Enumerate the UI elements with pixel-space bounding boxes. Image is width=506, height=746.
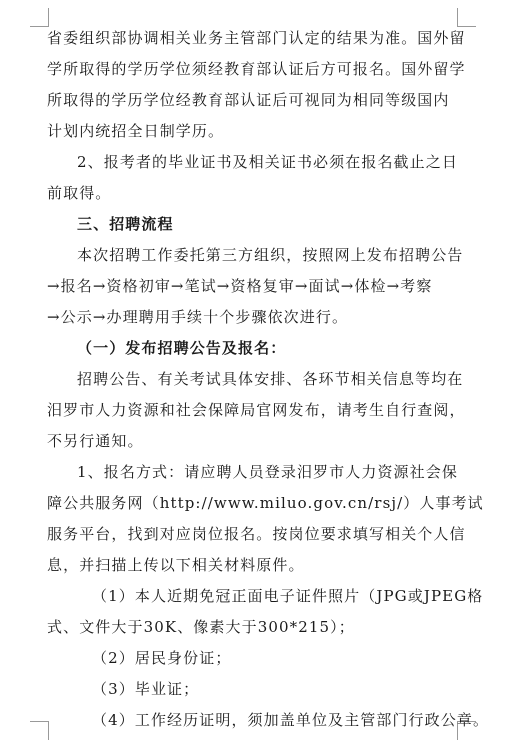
subsection-heading: （一）发布招聘公告及报名： [77,339,287,357]
list-item: （1）本人近期免冠正面电子证件照片（JPG或JPEG格 [92,587,484,605]
document-body [47,28,490,730]
crop-mark-top-right [457,8,476,27]
list-item: （4）工作经历证明，须加盖单位及主管部门行政公章。 [92,711,490,729]
text-line: 学所取得的学历学位须经教育部认证后方可报名。国外留学 [47,60,466,78]
list-item: （3）毕业证； [92,680,200,698]
text-line: 招聘公告、有关考试具体安排、各环节相关信息等均在 [77,370,464,388]
text-line: 2、报考者的毕业证书及相关证书必须在报名截止之日 [77,153,458,171]
text-line: 障公共服务网（http://www.miluo.gov.cn/rsj/）人事考试 [47,494,484,512]
text-line: 省委组织部协调相关业务主管部门认定的结果为准。国外留 [47,29,466,47]
text-line: →公示→办理聘用手续十个步骤依次进行。 [47,308,349,326]
text-line: →报名→资格初审→笔试→资格复审→面试→体检→考察 [47,277,433,295]
text-line: 服务平台，找到对应岗位报名。按岗位要求填写相关个人信 [47,525,466,543]
text-line: 本次招聘工作委托第三方组织，按照网上发布招聘公告 [77,246,464,264]
text-line: 不另行通知。 [47,432,144,450]
text-line: 息，并扫描上传以下相关材料原件。 [47,556,305,574]
text-line: 1、报名方式：请应聘人员登录汨罗市人力资源社会保 [77,463,458,481]
text-line: 汨罗市人力资源和社会保障局官网发布，请考生自行查阅， [47,401,466,419]
list-item: （2）居民身份证； [92,649,232,667]
text-line: 前取得。 [47,184,112,202]
text-line: 所取得的学历学位经教育部认证后可视同为相同等级国内 [47,91,450,109]
crop-mark-top-left [30,8,49,27]
text-line: 计划内统招全日制学历。 [47,122,225,140]
text-line: 式、文件大于30K、像素大于300*215）； [47,618,355,636]
section-heading: 三、招聘流程 [77,215,174,233]
